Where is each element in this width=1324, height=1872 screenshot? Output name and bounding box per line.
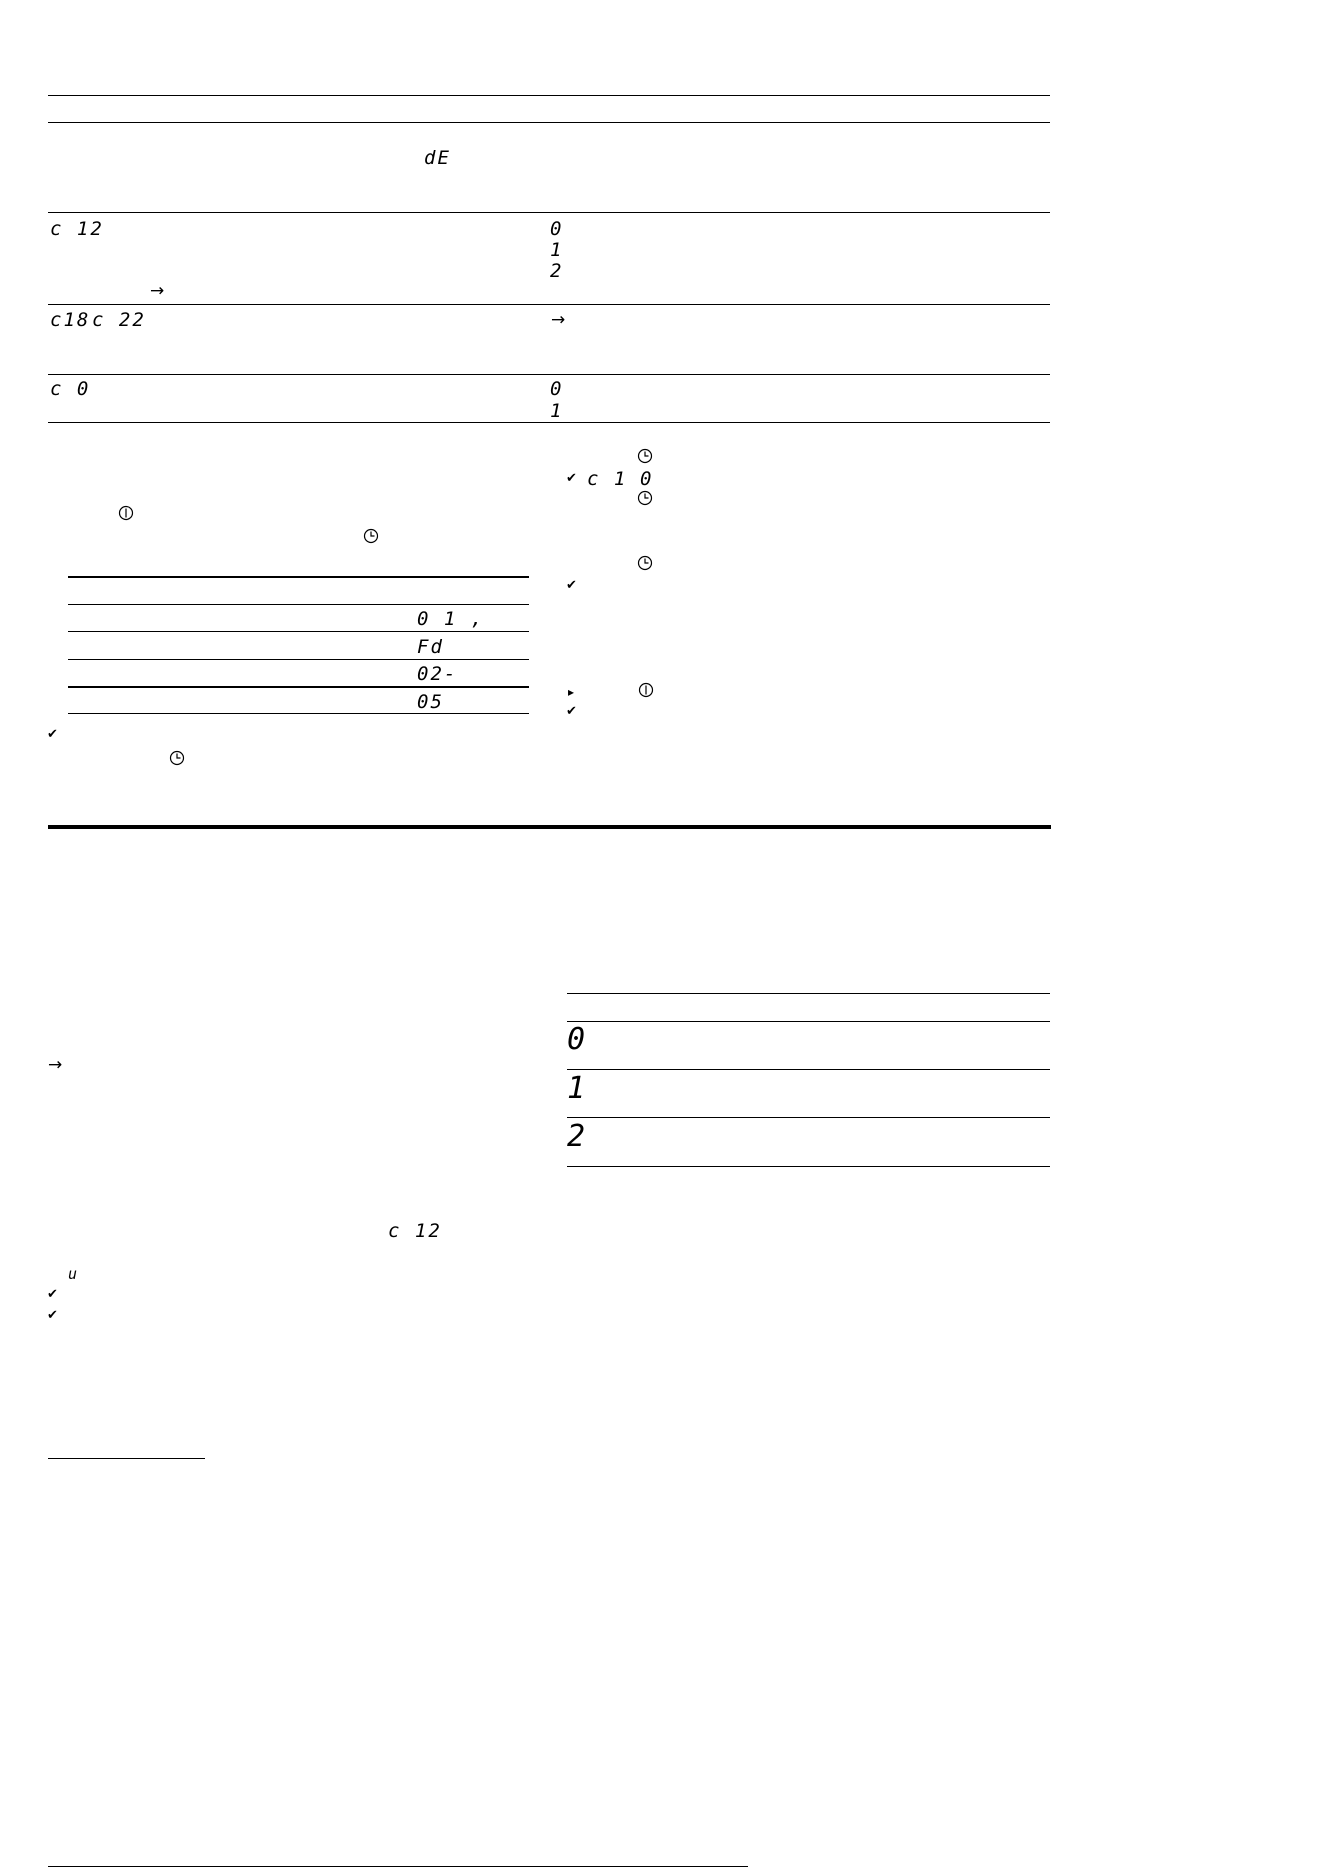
display-value: 1: [550, 400, 564, 422]
display-code-c0: c 0: [50, 378, 91, 400]
arrow-icon: →: [150, 281, 165, 301]
display-value: 0 1 ,: [417, 608, 485, 630]
display-value: 05: [417, 691, 444, 713]
display-code-c1: c 1: [587, 468, 628, 490]
display-code-c18: c18: [50, 309, 91, 331]
display-table-bottom-rule: [68, 713, 529, 714]
clock-icon: [637, 490, 653, 506]
display-code-c12: c 12: [388, 1220, 442, 1242]
checkmark-icon: ✔: [47, 1308, 58, 1323]
table-bottom-rule: [48, 422, 1050, 423]
arrow-icon: →: [48, 1055, 63, 1075]
display-value: 0: [640, 468, 654, 490]
display-table-rule: [68, 604, 529, 605]
clock-icon: [169, 750, 185, 766]
display-level: 1: [567, 1071, 588, 1106]
display-table-top-rule: [68, 576, 529, 578]
display-table-rule: [68, 686, 529, 688]
display-code-c22: c 22: [92, 309, 146, 331]
clock-icon: [637, 555, 653, 571]
bullet-triangle-icon: ▸: [568, 685, 575, 699]
levels-table-top-rule: [567, 993, 1050, 994]
table-row-rule: [48, 304, 1050, 305]
display-value: 0: [550, 378, 564, 400]
checkmark-icon: ✔: [566, 704, 577, 719]
display-symbol-u: u: [68, 1265, 80, 1283]
display-value: 2: [550, 260, 564, 282]
display-code-de: dE: [424, 147, 451, 169]
levels-table-header-rule: [567, 1021, 1050, 1022]
table-row-rule: [48, 374, 1050, 375]
power-icon: [118, 505, 134, 521]
table-top-rule: [48, 95, 1050, 96]
levels-table-rule: [567, 1069, 1050, 1070]
levels-table-rule: [567, 1117, 1050, 1118]
display-level: 2: [567, 1119, 588, 1154]
table-row-rule: [48, 212, 1050, 213]
display-value: 02-: [417, 663, 458, 685]
arrow-icon: →: [551, 310, 566, 330]
table-header-rule: [48, 122, 1050, 123]
clock-icon: [363, 528, 379, 544]
section-divider: [48, 825, 1051, 829]
page-bottom-rule: [48, 1866, 748, 1867]
levels-table-bottom-rule: [567, 1166, 1050, 1167]
display-table-rule: [68, 631, 529, 632]
display-value: 0: [550, 218, 564, 240]
checkmark-icon: ✔: [47, 1287, 58, 1302]
checkmark-icon: ✔: [47, 727, 58, 742]
display-level: 0: [567, 1022, 588, 1057]
display-table-rule: [68, 659, 529, 660]
power-icon: [638, 682, 654, 698]
footnote-rule: [48, 1458, 205, 1459]
display-value: Fd: [417, 636, 444, 658]
display-code-c12: c 12: [50, 218, 104, 240]
display-value: 1: [550, 239, 564, 261]
clock-icon: [637, 448, 653, 464]
checkmark-icon: ✔: [566, 471, 577, 486]
checkmark-icon: ✔: [566, 578, 577, 593]
